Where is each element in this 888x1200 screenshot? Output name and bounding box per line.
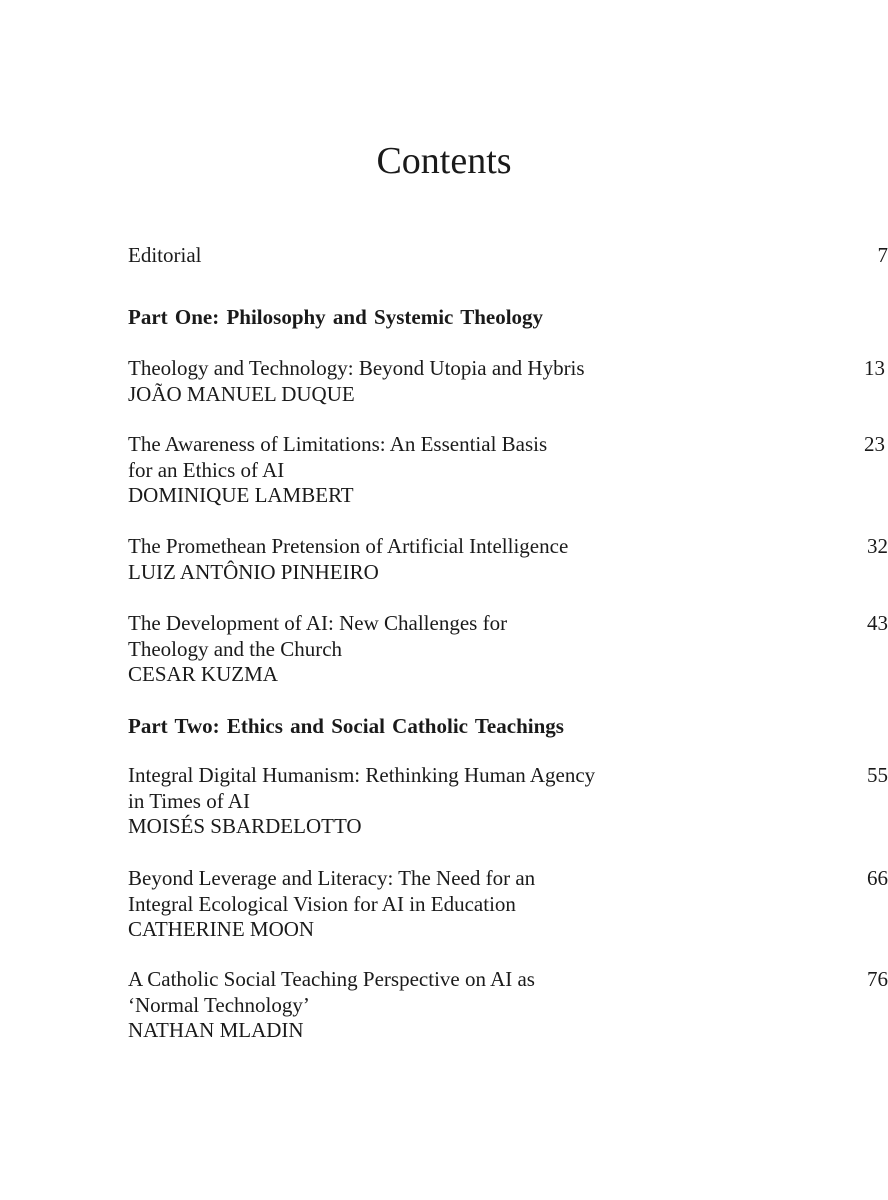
toc-entry (128, 967, 888, 1044)
part-heading: Part Two: Ethics and Social Catholic Teachings (128, 714, 564, 738)
page-number: 76 (867, 967, 888, 991)
toc-entry-editorial (128, 243, 888, 269)
page-number: 23 (864, 432, 885, 456)
entry-author: CESAR KUZMA (128, 662, 278, 686)
toc-entry (128, 763, 888, 840)
toc-entry (128, 534, 888, 585)
entry-title-line: Beyond Leverage and Literacy: The Need for an (128, 866, 536, 890)
toc-entry (128, 432, 885, 509)
toc-entry (128, 356, 885, 407)
entry-title-line: Integral Ecological Vision for AI in Education (128, 891, 516, 916)
entry-author: NATHAN MLADIN (128, 1018, 304, 1042)
entry-author: MOISÉS SBARDELOTTO (128, 814, 362, 838)
entry-title-line: in Times of AI (128, 788, 250, 813)
page-number: 7 (877, 243, 888, 267)
entry-title-line: ‘Normal Technology’ (128, 992, 310, 1017)
entry-author: CATHERINE MOON (128, 917, 315, 941)
page-title: Contents (376, 140, 512, 182)
page-number: 55 (867, 763, 888, 787)
page-number: 66 (867, 866, 888, 890)
entry-title-line: for an Ethics of AI (128, 457, 285, 482)
toc-entry (128, 611, 888, 688)
part-heading: Part One: Philosophy and Systemic Theology (128, 305, 544, 329)
toc-entry (128, 866, 888, 943)
entry-author: DOMINIQUE LAMBERT (128, 483, 354, 507)
entry-title-line: The Promethean Pretension of Artificial Intelligence (128, 534, 569, 558)
entry-title-line: Theology and Technology: Beyond Utopia and Hybris (128, 356, 585, 380)
entry-title-line: The Development of AI: New Challenges for (128, 611, 508, 635)
entry-title-line: Theology and the Church (128, 636, 343, 661)
page-number: 43 (867, 611, 888, 635)
entry-title: Editorial (128, 243, 202, 267)
entry-title-line: A Catholic Social Teaching Perspective on AI as (128, 967, 535, 991)
entry-title-line: The Awareness of Limitations: An Essential Basis (128, 432, 548, 456)
page-number: 32 (867, 534, 888, 558)
entry-author: JOÃO MANUEL DUQUE (128, 381, 355, 406)
entry-author: LUIZ ANTÔNIO PINHEIRO (128, 559, 379, 584)
page-number: 13 (864, 356, 885, 380)
entry-title-line: Integral Digital Humanism: Rethinking Human Agency (128, 763, 596, 787)
